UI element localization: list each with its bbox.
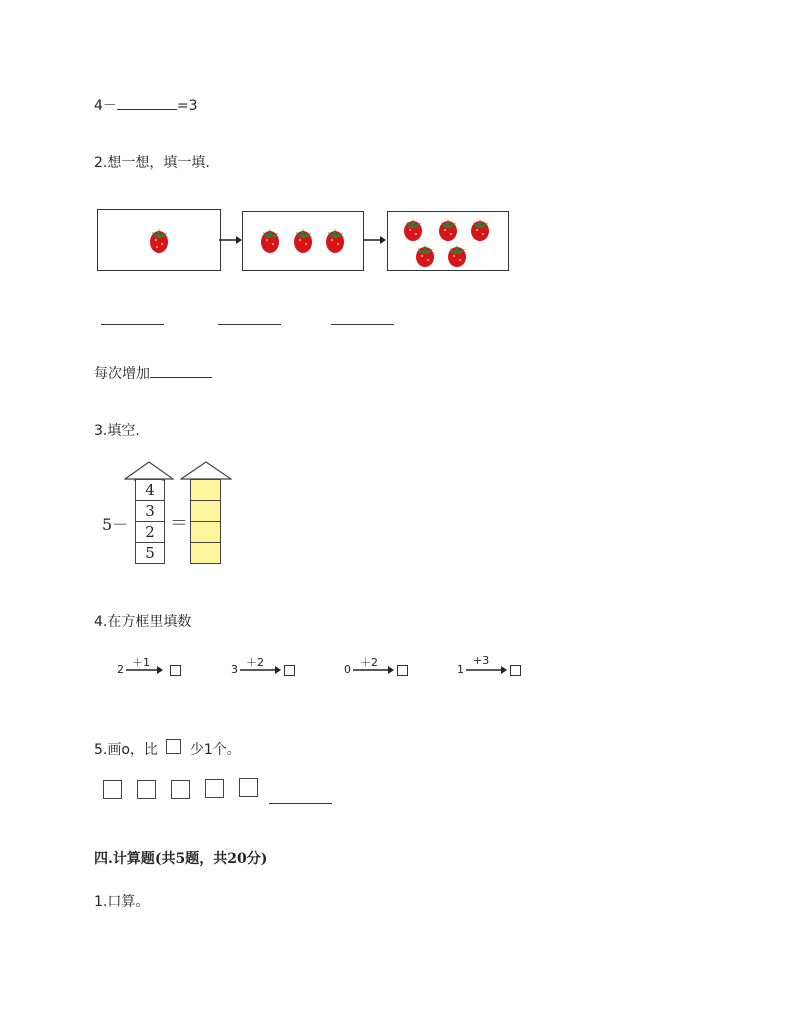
arrow-right-icon	[466, 665, 508, 675]
column-arrow-head-right	[180, 461, 232, 481]
strawberry-box-2	[242, 211, 364, 271]
q3-equals: ＝	[170, 513, 188, 534]
square-icon	[239, 778, 258, 797]
column-cell: 4	[136, 480, 164, 501]
column-cell: 3	[136, 501, 164, 522]
strawberry-icon	[416, 245, 434, 267]
q4-op: +3	[473, 654, 490, 667]
q3-title: 3.填空.	[94, 423, 140, 439]
square-icon	[205, 779, 224, 798]
q4-op: ＋2	[360, 656, 378, 669]
column-arrow-head-left	[124, 461, 174, 481]
count-blank-3[interactable]	[331, 324, 394, 325]
strawberry-box-1	[97, 209, 221, 271]
strawberry-icon	[439, 219, 457, 241]
q5-suffix: 少1个。	[189, 742, 241, 758]
square-icon	[166, 739, 181, 754]
increase-blank[interactable]	[150, 377, 212, 378]
s4q1-title: 1.口算。	[94, 894, 150, 910]
strawberry-icon	[404, 219, 422, 241]
strawberry-box-3	[387, 211, 509, 271]
strawberry-group-2	[243, 212, 363, 270]
strawberry-icon	[471, 219, 489, 241]
answer-cell[interactable]	[191, 501, 220, 522]
q4-start: 1	[457, 663, 464, 676]
q4-op: ＋1	[132, 656, 150, 669]
strawberry-group-1	[98, 210, 220, 270]
square-icon	[171, 780, 190, 799]
square-icon	[103, 780, 122, 799]
subtraction-left: 4－	[94, 98, 117, 114]
strawberry-group-3	[388, 212, 508, 270]
q4-answer-box[interactable]	[397, 665, 408, 676]
count-blank-2[interactable]	[218, 324, 281, 325]
q4-answer-box[interactable]	[170, 665, 181, 676]
q4-item-1	[117, 654, 187, 680]
column-cell: 5	[145, 544, 155, 562]
q3-minuend: 5－	[102, 515, 129, 534]
q4-item-3	[344, 654, 414, 680]
q5-prefix: 5.画o，比	[94, 742, 158, 758]
q4-op: ＋2	[246, 656, 264, 669]
q4-start: 3	[231, 663, 238, 676]
arrow-right-icon	[240, 665, 282, 675]
column-cell: 2	[136, 522, 164, 543]
arrow-right-icon	[126, 665, 164, 675]
q4-item-2	[231, 654, 301, 680]
answer-column	[190, 479, 221, 564]
square-icon	[137, 780, 156, 799]
answer-cell[interactable]	[191, 522, 220, 543]
q4-start: 0	[344, 663, 351, 676]
strawberry-icon	[326, 229, 344, 253]
count-blank-1[interactable]	[101, 324, 164, 325]
answer-blank[interactable]	[117, 109, 177, 110]
drawing-blank[interactable]	[269, 803, 332, 804]
increase-label: 每次增加	[94, 366, 150, 382]
arrow-right-icon	[219, 234, 243, 246]
section-heading: 四.计算题(共5题，共20分)	[94, 851, 268, 867]
answer-cell[interactable]	[191, 543, 220, 563]
q4-answer-box[interactable]	[284, 665, 295, 676]
q2-title: 2.想一想，填一填.	[94, 155, 210, 171]
increase-line	[94, 363, 212, 383]
arrow-right-icon	[363, 234, 387, 246]
q4-item-4	[457, 654, 527, 680]
number-column	[135, 479, 165, 564]
q5-line	[94, 739, 241, 759]
q4-start: 2	[117, 663, 124, 676]
subtraction-line	[94, 95, 198, 115]
arrow-right-icon	[353, 665, 395, 675]
strawberry-icon	[150, 229, 168, 253]
strawberry-icon	[261, 229, 279, 253]
q4-answer-box[interactable]	[510, 665, 521, 676]
strawberry-icon	[448, 245, 466, 267]
answer-cell[interactable]	[191, 480, 220, 501]
subtraction-right: =3	[176, 98, 198, 114]
q4-title: 4.在方框里填数	[94, 614, 192, 630]
strawberry-icon	[294, 229, 312, 253]
